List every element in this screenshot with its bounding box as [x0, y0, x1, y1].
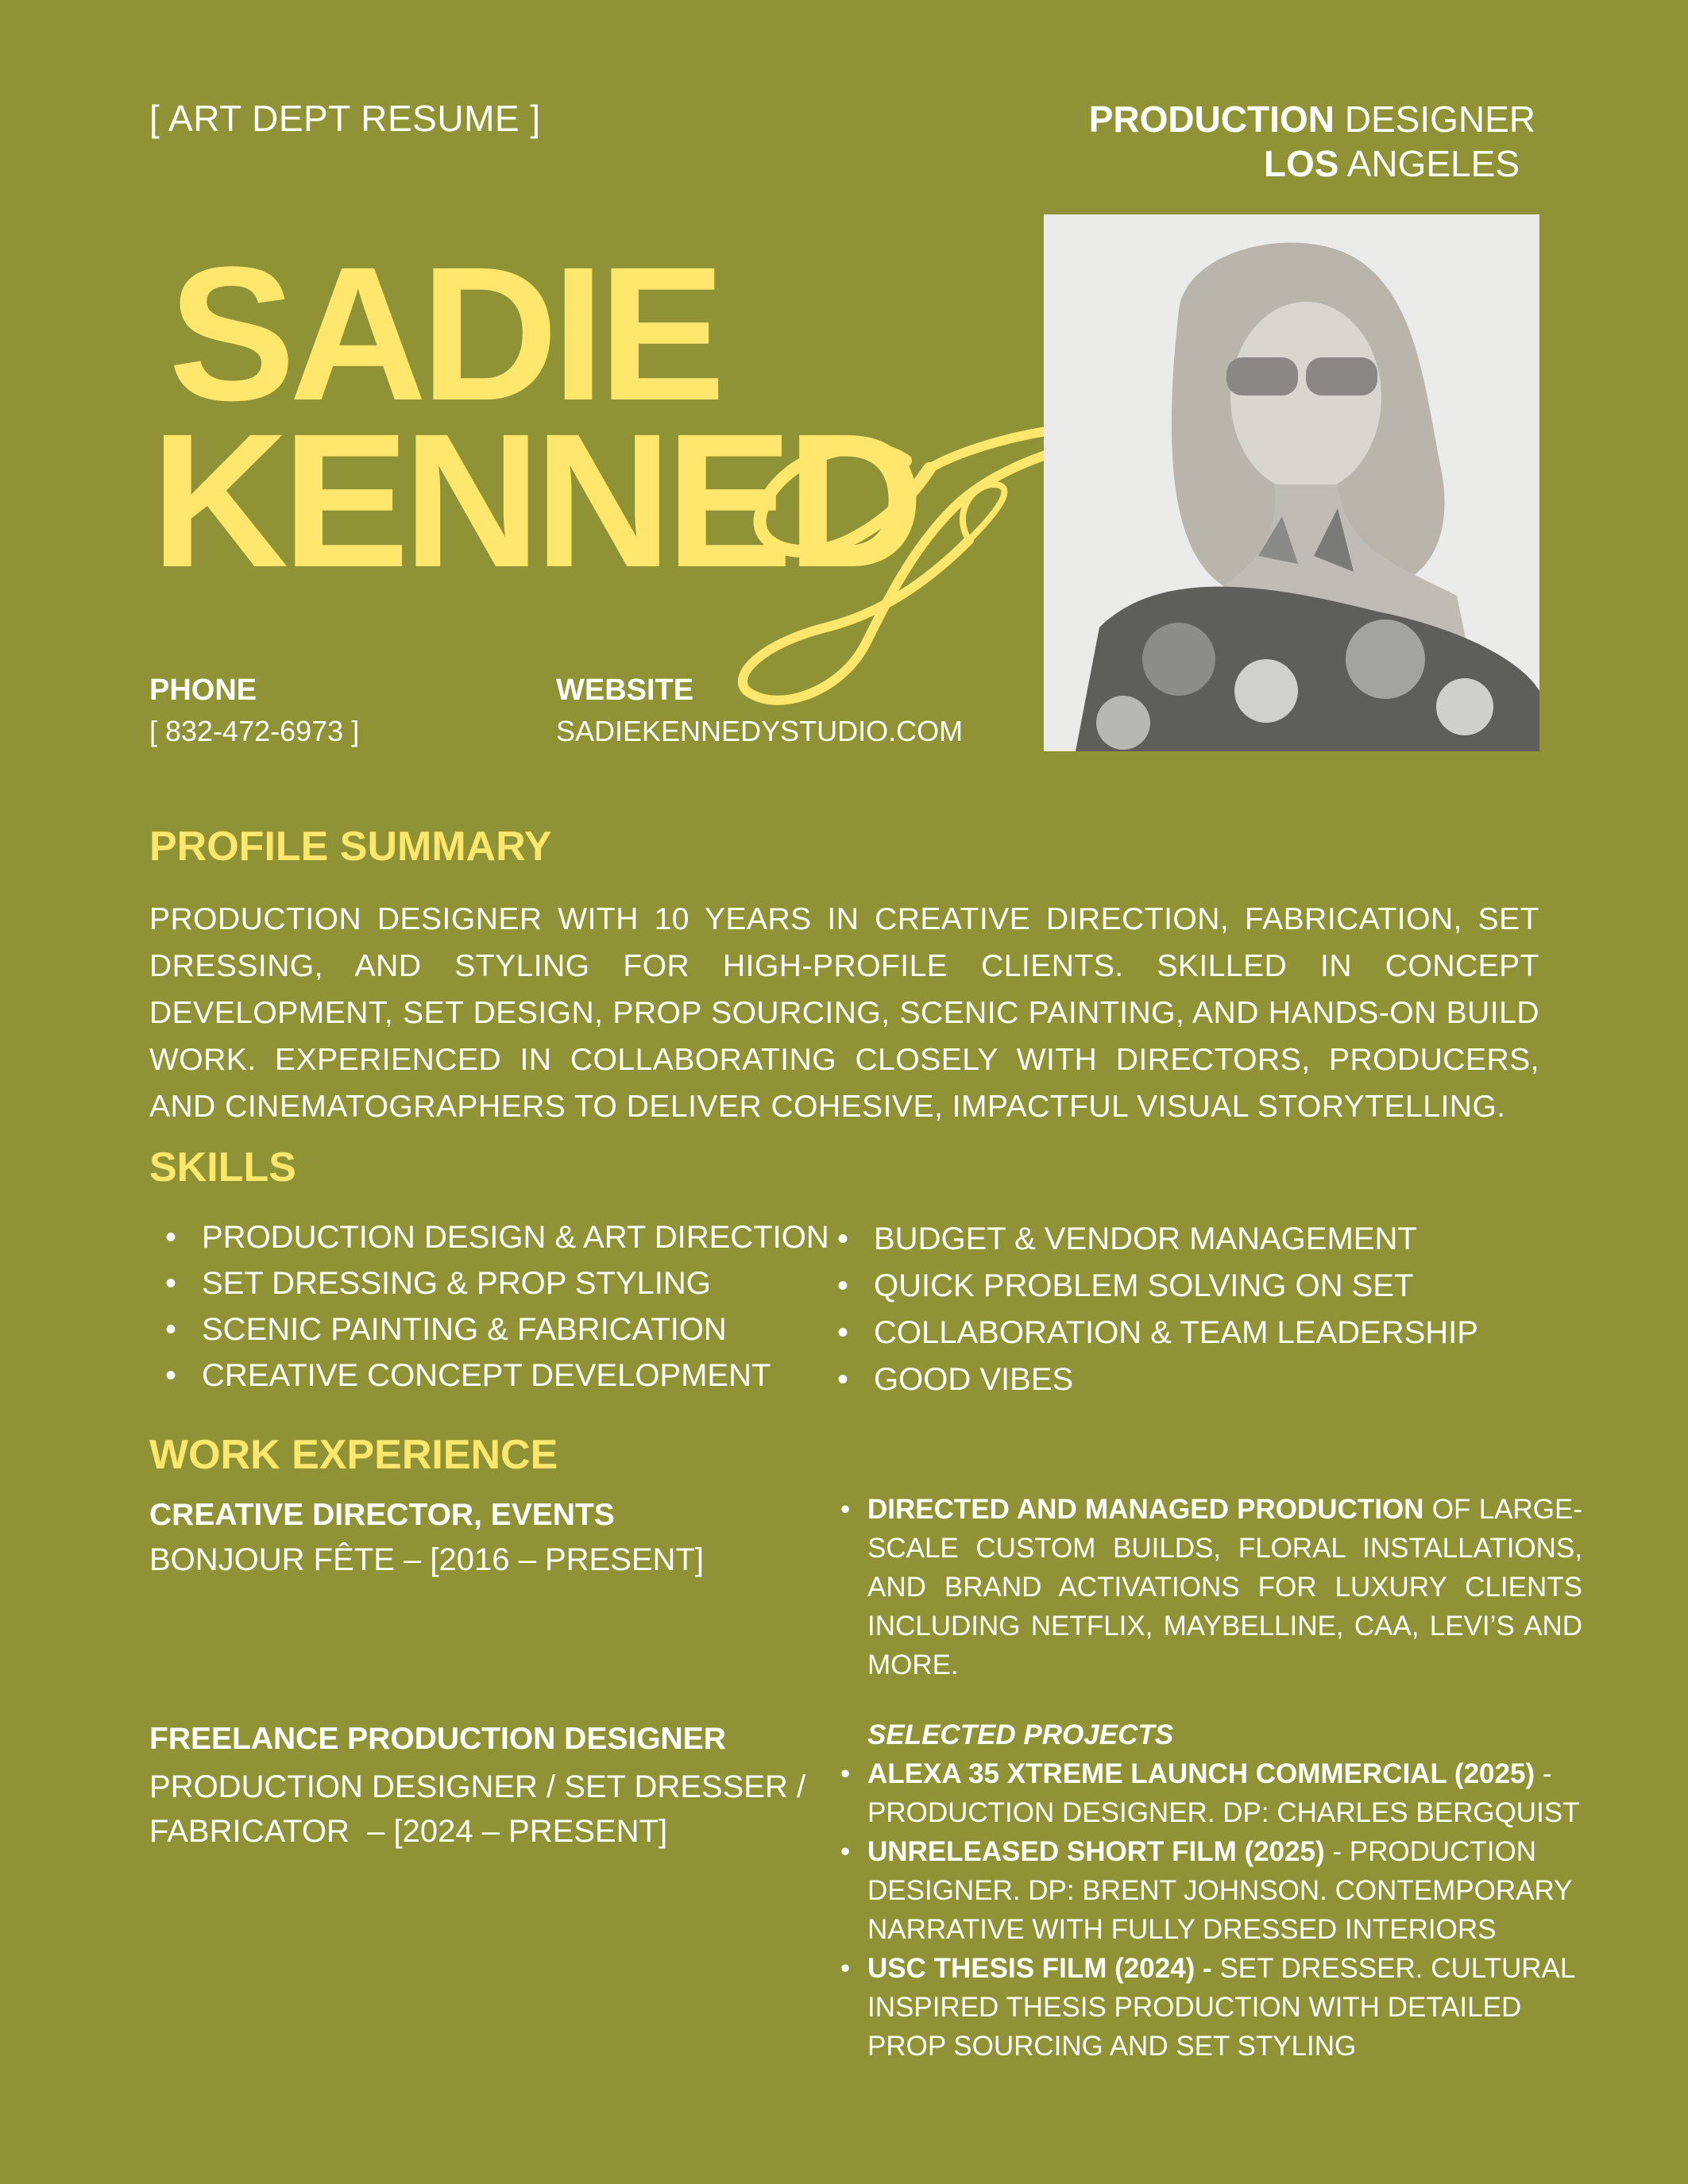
- job2-roles: [149, 1765, 805, 1854]
- location-rest: ANGELES: [1346, 143, 1520, 184]
- location-line: [1089, 141, 1520, 186]
- skills-list-right: [821, 1216, 1478, 1403]
- project-item: [867, 1754, 1606, 1832]
- location-bold: LOS: [1263, 143, 1339, 184]
- project-detail: SET DRESSER. CULTURAL INSPIRED THESIS PRODUCTION WITH DETAILED PROP SOURCING AND SET STYLING: [867, 1953, 1575, 2062]
- job2-roles-line2: FABRICATOR – [2024 – PRESENT]: [149, 1814, 668, 1849]
- last-name: KENNED: [151, 394, 918, 607]
- skill-item: • COLLABORATION & TEAM LEADERSHIP: [821, 1310, 1478, 1356]
- role-line: [1089, 97, 1535, 141]
- phone-value: [ 832-472-6973 ]: [149, 715, 360, 747]
- project-title: UNRELEASED SHORT FILM (2025): [867, 1836, 1325, 1867]
- skill-item: • CREATIVE CONCEPT DEVELOPMENT: [149, 1352, 829, 1399]
- phone-label: PHONE: [149, 673, 257, 707]
- skill-item: • PRODUCTION DESIGN & ART DIRECTION: [149, 1214, 829, 1260]
- job1-bullet: [867, 1490, 1582, 1684]
- work-experience-heading: WORK EXPERIENCE: [149, 1432, 558, 1478]
- first-name: SADIE: [168, 227, 720, 440]
- portrait-illustration: [1044, 214, 1539, 751]
- job1-bullet-bold: DIRECTED AND MANAGED PRODUCTION: [867, 1494, 1424, 1525]
- role-location-block: [1089, 97, 1535, 186]
- job1-bullet-rest: OF LARGE-SCALE CUSTOM BUILDS, FLORAL INSTALLATIONS, AND BRAND ACTIVATIONS FOR LUXURY CLIENTS INCLUDING NETFLIX, MAYBELLINE, CAA, LEVI’S AND MORE.: [867, 1494, 1582, 1680]
- skill-item: • BUDGET & VENDOR MANAGEMENT: [821, 1216, 1478, 1263]
- job1-description: [867, 1490, 1582, 1684]
- job2-title: FREELANCE PRODUCTION DESIGNER: [149, 1722, 726, 1756]
- project-item: [867, 1832, 1606, 1949]
- website-label: WEBSITE: [556, 673, 694, 707]
- job1-org: BONJOUR FÊTE – [2016 – PRESENT]: [149, 1542, 704, 1577]
- role-bold: PRODUCTION: [1088, 98, 1335, 140]
- selected-projects-label: SELECTED PROJECTS: [867, 1719, 1174, 1750]
- resume-tag: [ ART DEPT RESUME ]: [149, 98, 541, 139]
- skills-list-left: [149, 1214, 829, 1399]
- portrait-photo: [1044, 214, 1539, 751]
- project-item: [867, 1949, 1606, 2066]
- role-rest: DESIGNER: [1344, 98, 1535, 140]
- job2-description: [867, 1715, 1606, 2066]
- skill-item: • QUICK PROBLEM SOLVING ON SET: [821, 1263, 1478, 1310]
- project-detail: - PRODUCTION DESIGNER. DP: CHARLES BERGQUIST: [867, 1758, 1580, 1828]
- profile-summary-text: PRODUCTION DESIGNER WITH 10 YEARS IN CREATIVE DIRECTION, FABRICATION, SET DRESSING, AND STYLING FOR HIGH-PROFILE CLIENTS. SKILLED IN CONCEPT DEVELOPMENT, SET DESIGN, PROP SOURCING, SCENIC PAINTING, AND HANDS-ON BUILD WORK. EXPERIENCED IN COLLABORATING CLOSELY WITH DIRECTORS, PRODUCERS, AND CINEMATOGRAPHERS TO DELIVER COHESIVE, IMPACTFUL VISUAL STORYTELLING.: [149, 902, 1539, 1124]
- skills-heading: SKILLS: [149, 1144, 296, 1190]
- job2-roles-line1: PRODUCTION DESIGNER / SET DRESSER /: [149, 1769, 806, 1804]
- skill-item: • SET DRESSING & PROP STYLING: [149, 1260, 829, 1306]
- project-title: ALEXA 35 XTREME LAUNCH COMMERCIAL (2025): [867, 1758, 1535, 1789]
- job1-title: CREATIVE DIRECTOR, EVENTS: [149, 1498, 615, 1532]
- project-title: USC THESIS FILM (2024) -: [867, 1953, 1212, 1984]
- profile-summary-heading: PROFILE SUMMARY: [149, 824, 552, 870]
- website-value[interactable]: SADIEKENNEDYSTUDIO.COM: [556, 715, 964, 747]
- skill-item: • GOOD VIBES: [821, 1356, 1478, 1403]
- project-detail: - PRODUCTION DESIGNER. DP: BRENT JOHNSON. CONTEMPORARY NARRATIVE WITH FULLY DRESSED INTERIORS: [867, 1836, 1572, 1945]
- skill-item: • SCENIC PAINTING & FABRICATION: [149, 1306, 829, 1352]
